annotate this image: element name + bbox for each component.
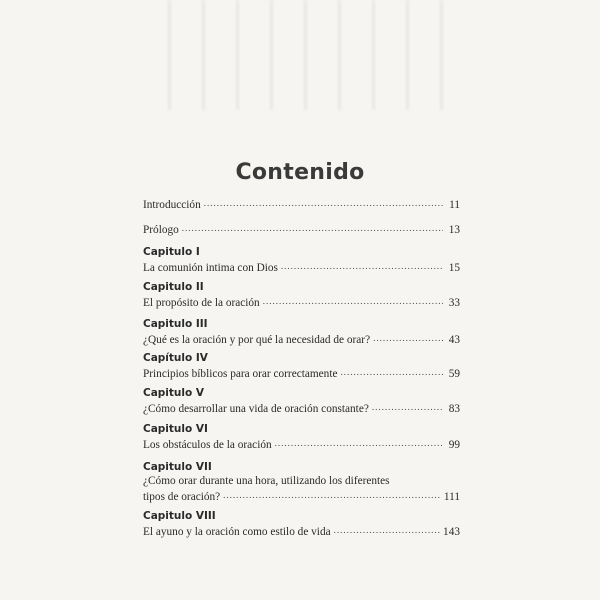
dot-leader [373, 331, 443, 345]
toc-line [143, 259, 460, 275]
chapter-heading: Capitulo VIII [143, 510, 216, 522]
toc-line [143, 523, 460, 539]
toc-line [143, 294, 460, 310]
toc-entry-title: La comunión intima con Dios [143, 262, 278, 274]
page-number: 99 [448, 439, 460, 451]
toc-entry-title: ¿Qué es la oración y por qué la necesidad de orar? [143, 334, 371, 346]
toc-entry-chapter-2 [143, 281, 460, 310]
toc-line [143, 400, 460, 416]
chapter-heading: Capitulo VII [143, 461, 212, 473]
dot-leader [182, 221, 443, 235]
page-number: 59 [448, 368, 460, 380]
dot-leader [204, 196, 443, 210]
dot-leader [223, 488, 441, 502]
dot-leader [281, 259, 443, 273]
chapter-heading: Capitulo V [143, 387, 204, 399]
chapter-heading: Capitulo VI [143, 423, 208, 435]
toc-entry-chapter-3 [143, 318, 460, 347]
toc-line [143, 331, 460, 347]
page-number: 15 [448, 262, 460, 274]
toc-line [143, 365, 460, 381]
page-number: 13 [448, 224, 460, 236]
toc-line [143, 488, 460, 504]
chapter-heading: Capitulo II [143, 281, 204, 293]
toc-entry-title: El ayuno y la oración como estilo de vida [143, 526, 331, 538]
page-number: 33 [448, 297, 460, 309]
toc-entry-title: Introducción [143, 199, 201, 211]
dot-leader [340, 365, 443, 379]
toc-entry-chapter-8 [143, 510, 460, 539]
toc-entry-chapter-5 [143, 387, 460, 416]
page-title: Contenido [235, 160, 365, 185]
chapter-heading: Capitulo I [143, 246, 200, 258]
toc-entry-title: ¿Cómo desarrollar una vida de oración constante? [143, 403, 369, 415]
page-number: 83 [448, 403, 460, 415]
dot-leader [275, 436, 443, 450]
toc-line [143, 196, 460, 212]
page-number: 111 [443, 491, 460, 503]
toc-entry-title: El propósito de la oración [143, 297, 260, 309]
dot-leader [263, 294, 443, 308]
toc-entry-prologo [143, 221, 460, 237]
page-number: 143 [443, 526, 460, 538]
chapter-heading: Capítulo IV [143, 352, 208, 364]
toc-entry-chapter-6 [143, 423, 460, 452]
toc-entry-title: tipos de oración? [143, 491, 221, 503]
toc-entry-title: Prólogo [143, 224, 179, 236]
dot-leader [334, 523, 440, 537]
toc-entry-chapter-4 [143, 352, 460, 381]
bleed-through-text [150, 0, 470, 110]
toc-entry-chapter-1 [143, 246, 460, 275]
page-number: 43 [448, 334, 460, 346]
toc-line [143, 221, 460, 237]
toc-entry-title: Principios bíblicos para orar correctamente [143, 368, 338, 380]
page-number: 11 [449, 199, 460, 211]
chapter-heading: Capitulo III [143, 318, 208, 330]
toc-entry-title-line-1: ¿Cómo orar durante una hora, utilizando los diferentes [143, 475, 390, 487]
dot-leader [372, 400, 443, 414]
toc-entry-introduccion [143, 196, 460, 212]
toc-entry-chapter-7 [143, 461, 460, 504]
toc-entry-title: Los obstáculos de la oración [143, 439, 272, 451]
toc-line [143, 436, 460, 452]
